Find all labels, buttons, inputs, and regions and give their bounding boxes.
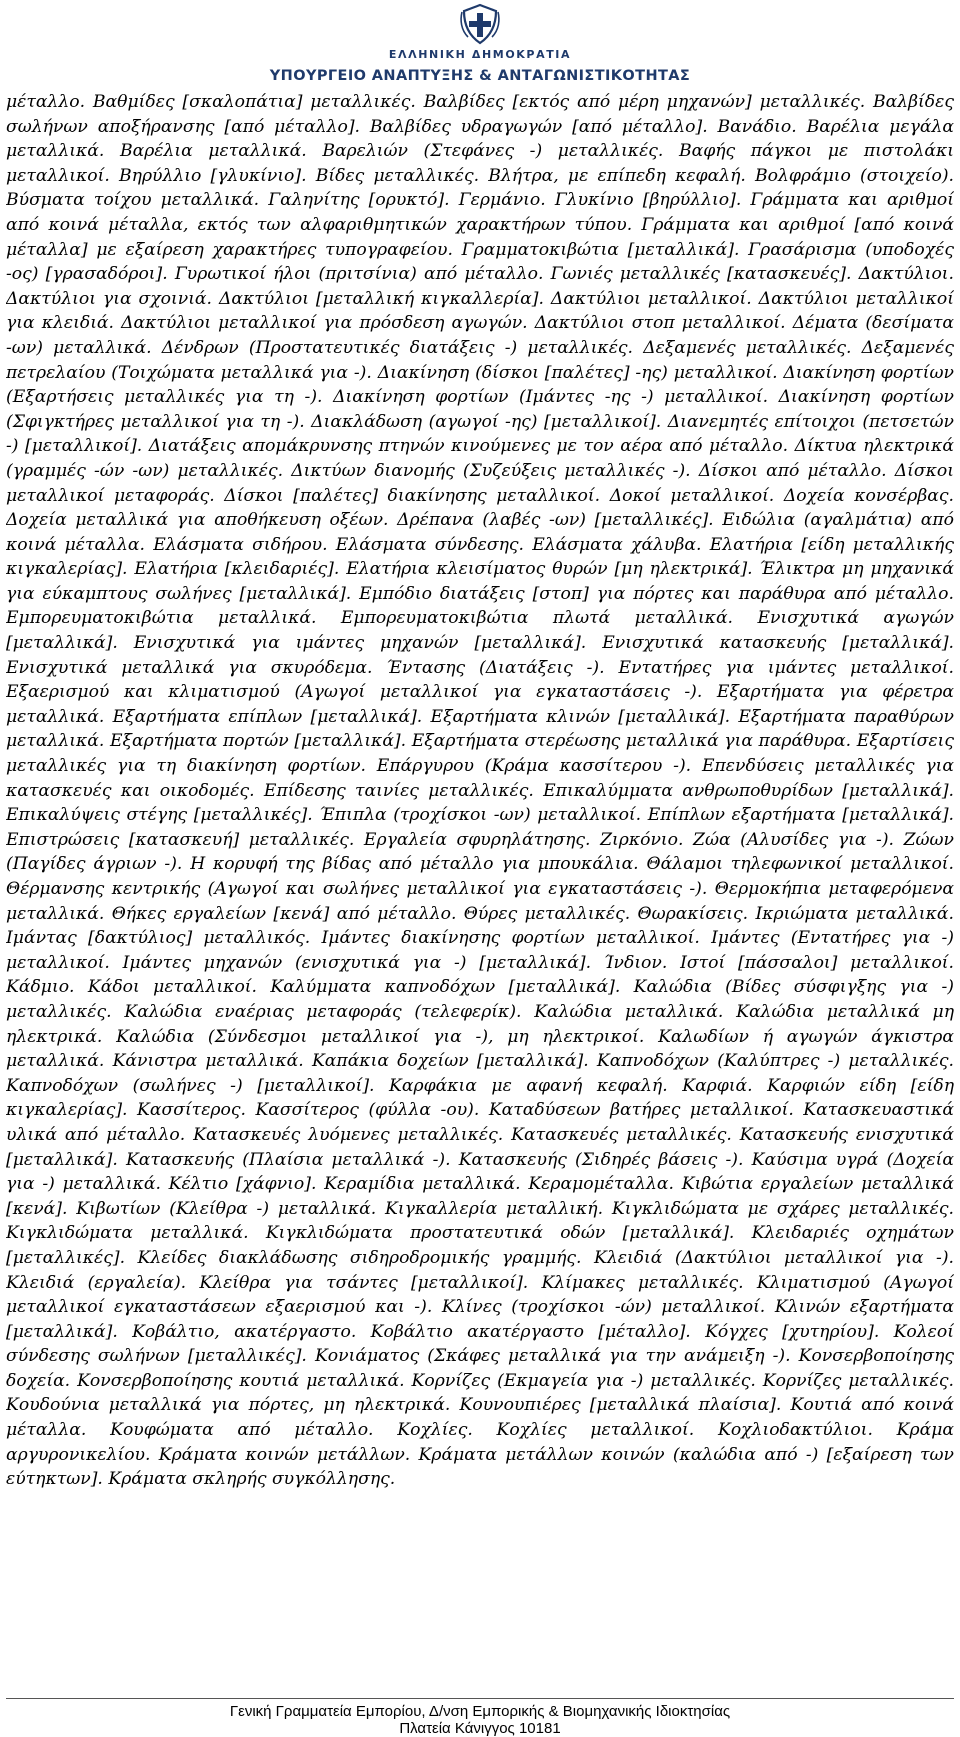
footer-line-1: Γενική Γραμματεία Εμπορίου, Δ/νση Εμπορικής & Βιομηχανικής Ιδιοκτησίας: [229, 1703, 731, 1720]
ministry-name: ΥΠΟΥΡΓΕΙΟ ΑΝΑΠΤΥΞΗΣ & ΑΝΤΑΓΩΝΙΣΤΙΚΟΤΗΤΑΣ: [269, 68, 691, 84]
body-text: μέταλλο. Βαθμίδες [σκαλοπάτια] μεταλλικές. Βαλβίδες [εκτός από μέρη μηχανών] μεταλλικές. Βαλβίδες σωλήνων αποξήρανσης [από μέταλλο]. Βαλβίδες υδραγωγών [από μέταλλο]. Βανάδιο. Βαρέλια μεγάλα μεταλλικά. Βαρέλια μεταλλικά. Βαρελιών (Στεφάνες -) μεταλλικές. Βαφής πάγκοι με πιστολάκι μεταλλικοί. Βηρύλλιο [γλυκίνιο]. Βίδες μεταλλικές. Βλήτρα, με επίπεδη κεφαλή. Βολφράμιο (στοιχείο). Βύσματα τοίχου μεταλλικά. Γαληνίτης [ορυκτό]. Γερμάνιο. Γλυκίνιο [βηρύλλιο]. Γράμματα και αριθμοί από κοινά μέταλλα, εκτός των αλφαριθμητικών χαρακτήρων τύπου. Γράμματα και αριθμοί [από κοινά μέταλλα] με εξαίρεση χαρακτήρες τυπογραφείου. Γραμματοκιβώτια [μεταλλικά]. Γρασάρισμα (υποδοχές -ος) [γρασαδόροι]. Γυρωτικοί ήλοι (πριτσίνια) από μέταλλο. Γωνιές μεταλλικές [κατασκευές]. Δακτύλιοι. Δακτύλιοι για σχοινιά. Δακτύλιοι [μεταλλική κιγκαλλερία]. Δακτύλιοι μεταλλικοί. Δακτύλιοι μεταλλικοί για κλειδιά. Δακτύλιοι μεταλλικοί για πρόσδεση αγωγών. Δακτύλιοι στοπ μεταλλικοί. Δέματα (δεσίματα -ων) μεταλλικά. Δένδρων (Προστατευτικές διατάξεις -) μεταλλικές. Δεξαμενές μεταλλικές. Δεξαμενές πετρελαίου (Τοιχώματα μεταλλικά για -). Διακίνηση (δίσκοι [παλέτες] -ης) μεταλλικοί. Διακίνηση φορτίων (Εξαρτήσεις μεταλλικές για τη -). Διακίνηση φορτίων (Ιμάντες -ης -) μεταλλικοί. Διακίνηση φορτίων (Σφιγκτήρες μεταλλικοί για τη -). Διακλάδωση (αγωγοί -ης) [μεταλλικοί]. Διανεμητές επίτοιχοι (πετσετών -) [μεταλλικοί]. Διατάξεις απομάκρυνσης πτηνών κινούμενες με τον αέρα από μέταλλο. Δίκτυα ηλεκτρικά (γραμμές -ών -ων) μεταλλικές. Δικτύων διανομής (Συζεύξεις μεταλλικές -). Δίσκοι από μέταλλο. Δίσκοι μεταλλικοί μεταφοράς. Δίσκοι [παλέτες] διακίνησης μεταλλικοί. Δοκοί μεταλλικοί. Δοχεία κονσέρβας. Δοχεία μεταλλικά για αποθήκευση οξέων. Δρέπανα (λαβές -ων) [μεταλλικές]. Ειδώλια (αγαλμάτια) από κοινά μέταλλα. Ελάσματα σιδήρου. Ελάσματα σύνδεσης. Ελάσματα χάλυβα. Ελατήρια [είδη μεταλλικής κιγκαλερίας]. Ελατήρια [κλειδαριές]. Ελατήρια κλεισίματος θυρών [μη ηλεκτρικά]. Έλικτρα μη μηχανικά για εύκαμπτους σωλήνες [μεταλλικά]. Εμπόδιο διατάξεις [στοπ] για πόρτες και παράθυρα από μέταλλο. Εμπορευματοκιβώτια μεταλλικά. Εμπορευματοκιβώτια πλωτά μεταλλικά. Ενισχυτικά αγωγών [μεταλλικά]. Ενισχυτικά για ιμάντες μηχανών [μεταλλικά]. Ενισχυτικά κατασκευής [μεταλλικά]. Ενισχυτικά μεταλλικά για σκυρόδεμα. Έντασης (Διατάξεις -). Εντατήρες για ιμάντες μεταλλικοί. Εξαερισμού και κλιματισμού (Αγωγοί μεταλλικοί για εγκαταστάσεις -). Εξαρτήματα για φέρετρα μεταλλικά. Εξαρτήματα επίπλων [μεταλλικά]. Εξαρτήματα κλινών [μεταλλικά]. Εξαρτήματα παραθύρων μεταλλικά. Εξαρτήματα πορτών [μεταλλικά]. Εξαρτήματα στερέωσης μεταλλικά για παράθυρα. Εξαρτίσεις μεταλλικές για τη διακίνηση φορτίων. Επάργυρου (Κράμα κασσίτερου -). Επενδύσεις μεταλλικές για κατασκευές και οικοδομές. Επίδεσης ταινίες μεταλλικές. Επικαλύμματα ανθρωποθυρίδων [μεταλλικά]. Επικαλύψεις στέγης [μεταλλικές]. Έπιπλα (τροχίσκοι -ων) μεταλλικοί. Επίπλων εξαρτήματα [μεταλλικά]. Επιστρώσεις [κατασκευή] μεταλλικές. Εργαλεία σφυρηλάτησης. Ζιρκόνιο. Ζώα (Αλυσίδες για -). Ζώων (Παγίδες άγριων -). Η κορυφή της βίδας από μέταλλο για μπουκάλια. Θάλαμοι τηλεφωνικοί μεταλλικοί. Θέρμανσης κεντρικής (Αγωγοί και σωλήνες μεταλλικοί για εγκαταστάσεις -). Θερμοκήπια μεταφερόμενα μεταλλικά. Θήκες εργαλείων [κενά] από μέταλλο. Θύρες μεταλλικές. Θωρακίσεις. Ικριώματα μεταλλικά. Ιμάντας [δακτύλιος] μεταλλικός. Ιμάντες διακίνησης φορτίων μεταλλικοί. Ιμάντες (Εντατήρες για -) μεταλλικοί. Ιμάντες μηχανών (ενισχυτικά για -) [μεταλλικά]. Ίνδιον. Ιστοί [πάσσαλοι] μεταλλικοί. Κάδμιο. Κάδοι μεταλλικοί. Καλύμματα καπνοδόχων [μεταλλικά]. Καλώδια (Βίδες σύσφιγξης για -) μεταλλικές. Καλώδια εναέριας μεταφοράς (τελεφερίκ). Καλώδια μεταλλικά. Καλώδια μεταλλικά μη ηλεκτρικά. Καλώδια (Σύνδεσμοι μεταλλικοί για -), μη ηλεκτρικοί. Καλωδίων ή αγωγών άγκιστρα μεταλλικά. Κάνιστρα μεταλλικά. Καπάκια δοχείων [μεταλλικά]. Καπνοδόχων (Καλύπτρες -) μεταλλικές. Καπνοδόχων (σωλήνες -) [μεταλλικοί]. Καρφάκια με αφανή κεφαλή. Καρφιά. Καρφιών είδη [είδη κιγκαλερίας]. Κασσίτερος. Κασσίτερος (φύλλα -ου). Καταδύσεων βατήρες μεταλλικοί. Κατασκευαστικά υλικά από μέταλλο. Κατασκευές λυόμενες μεταλλικές. Κατασκευές μεταλλικές. Κατασκευής ενισχυτικά [μεταλλικά]. Κατασκευής (Πλαίσια μεταλλικά -). Κατασκευής (Σιδηρές βάσεις -). Καύσιμα υγρά (Δοχεία για -) μεταλλικά. Κέλτιο [χάφνιο]. Κεραμίδια μεταλλικά. Κεραμομέταλλα. Κιβώτια εργαλείων μεταλλικά [κενά]. Κιβωτίων (Κλείθρα -) μεταλλικά. Κιγκαλλερία μεταλλική. Κιγκλιδώματα με σχάρες μεταλλικές. Κιγκλιδώματα μεταλλικά. Κιγκλιδώματα προστατευτικά οδών [μεταλλικά]. Κλειδαριές οχημάτων [μεταλλικές]. Κλείδες διακλάδωσης σιδηροδρομικής γραμμής. Κλειδιά (Δακτύλιοι μεταλλικοί για -). Κλειδιά (εργαλεία). Κλείθρα για τσάντες [μεταλλικοί]. Κλίμακες μεταλλικές. Κλιματισμού (Αγωγοί μεταλλικοί εγκαταστάσεων εξαερισμού και -). Κλίνες (τροχίσκοι -ών) μεταλλικοί. Κλινών εξαρτήματα [μεταλλικά]. Κοβάλτιο, ακατέργαστο. Κοβάλτιο ακατέργαστο [μέταλλο]. Κόγχες [χυτηρίου]. Κολεοί σύνδεσης σωλήνων [μεταλλικές]. Κονιάματος (Σκάφες μεταλλικά για την ανάμειξη -). Κονσερβοποίησης δοχεία. Κονσερβοποίησης κουτιά μεταλλικά. Κορνίζες (Εκμαγεία για -) μεταλλικές. Κορνίζες μεταλλικές. Κουδούνια μεταλλικά για πόρτες, μη ηλεκτρικά. Κουνουπιέρες [μεταλλικά πλαίσια]. Κουτιά από κοινά μέταλλα. Κουφώματα από μέταλλο. Κοχλίες. Κοχλίες μεταλλικοί. Κοχλιοδακτύλιοι. Κράμα αργυρονικελίου. Κράματα κοινών μετάλλων. Κράματα μετάλλων κοινών (καλώδια από -) [εξαίρεση των εύτηκτων]. Κράματα σκληρής συγκόλλησης.: [6, 92, 954, 1490]
greek-coat-of-arms-icon: [458, 2, 502, 46]
document-body: [6, 90, 954, 1700]
footer-divider: [6, 1698, 954, 1699]
footer-line-2: Πλατεία Κάνιγγος 10181: [399, 1720, 561, 1737]
republic-name: ΕΛΛΗΝΙΚΗ ΔΗΜΟΚΡΑΤΙΑ: [388, 48, 572, 61]
letterhead: [0, 0, 960, 88]
